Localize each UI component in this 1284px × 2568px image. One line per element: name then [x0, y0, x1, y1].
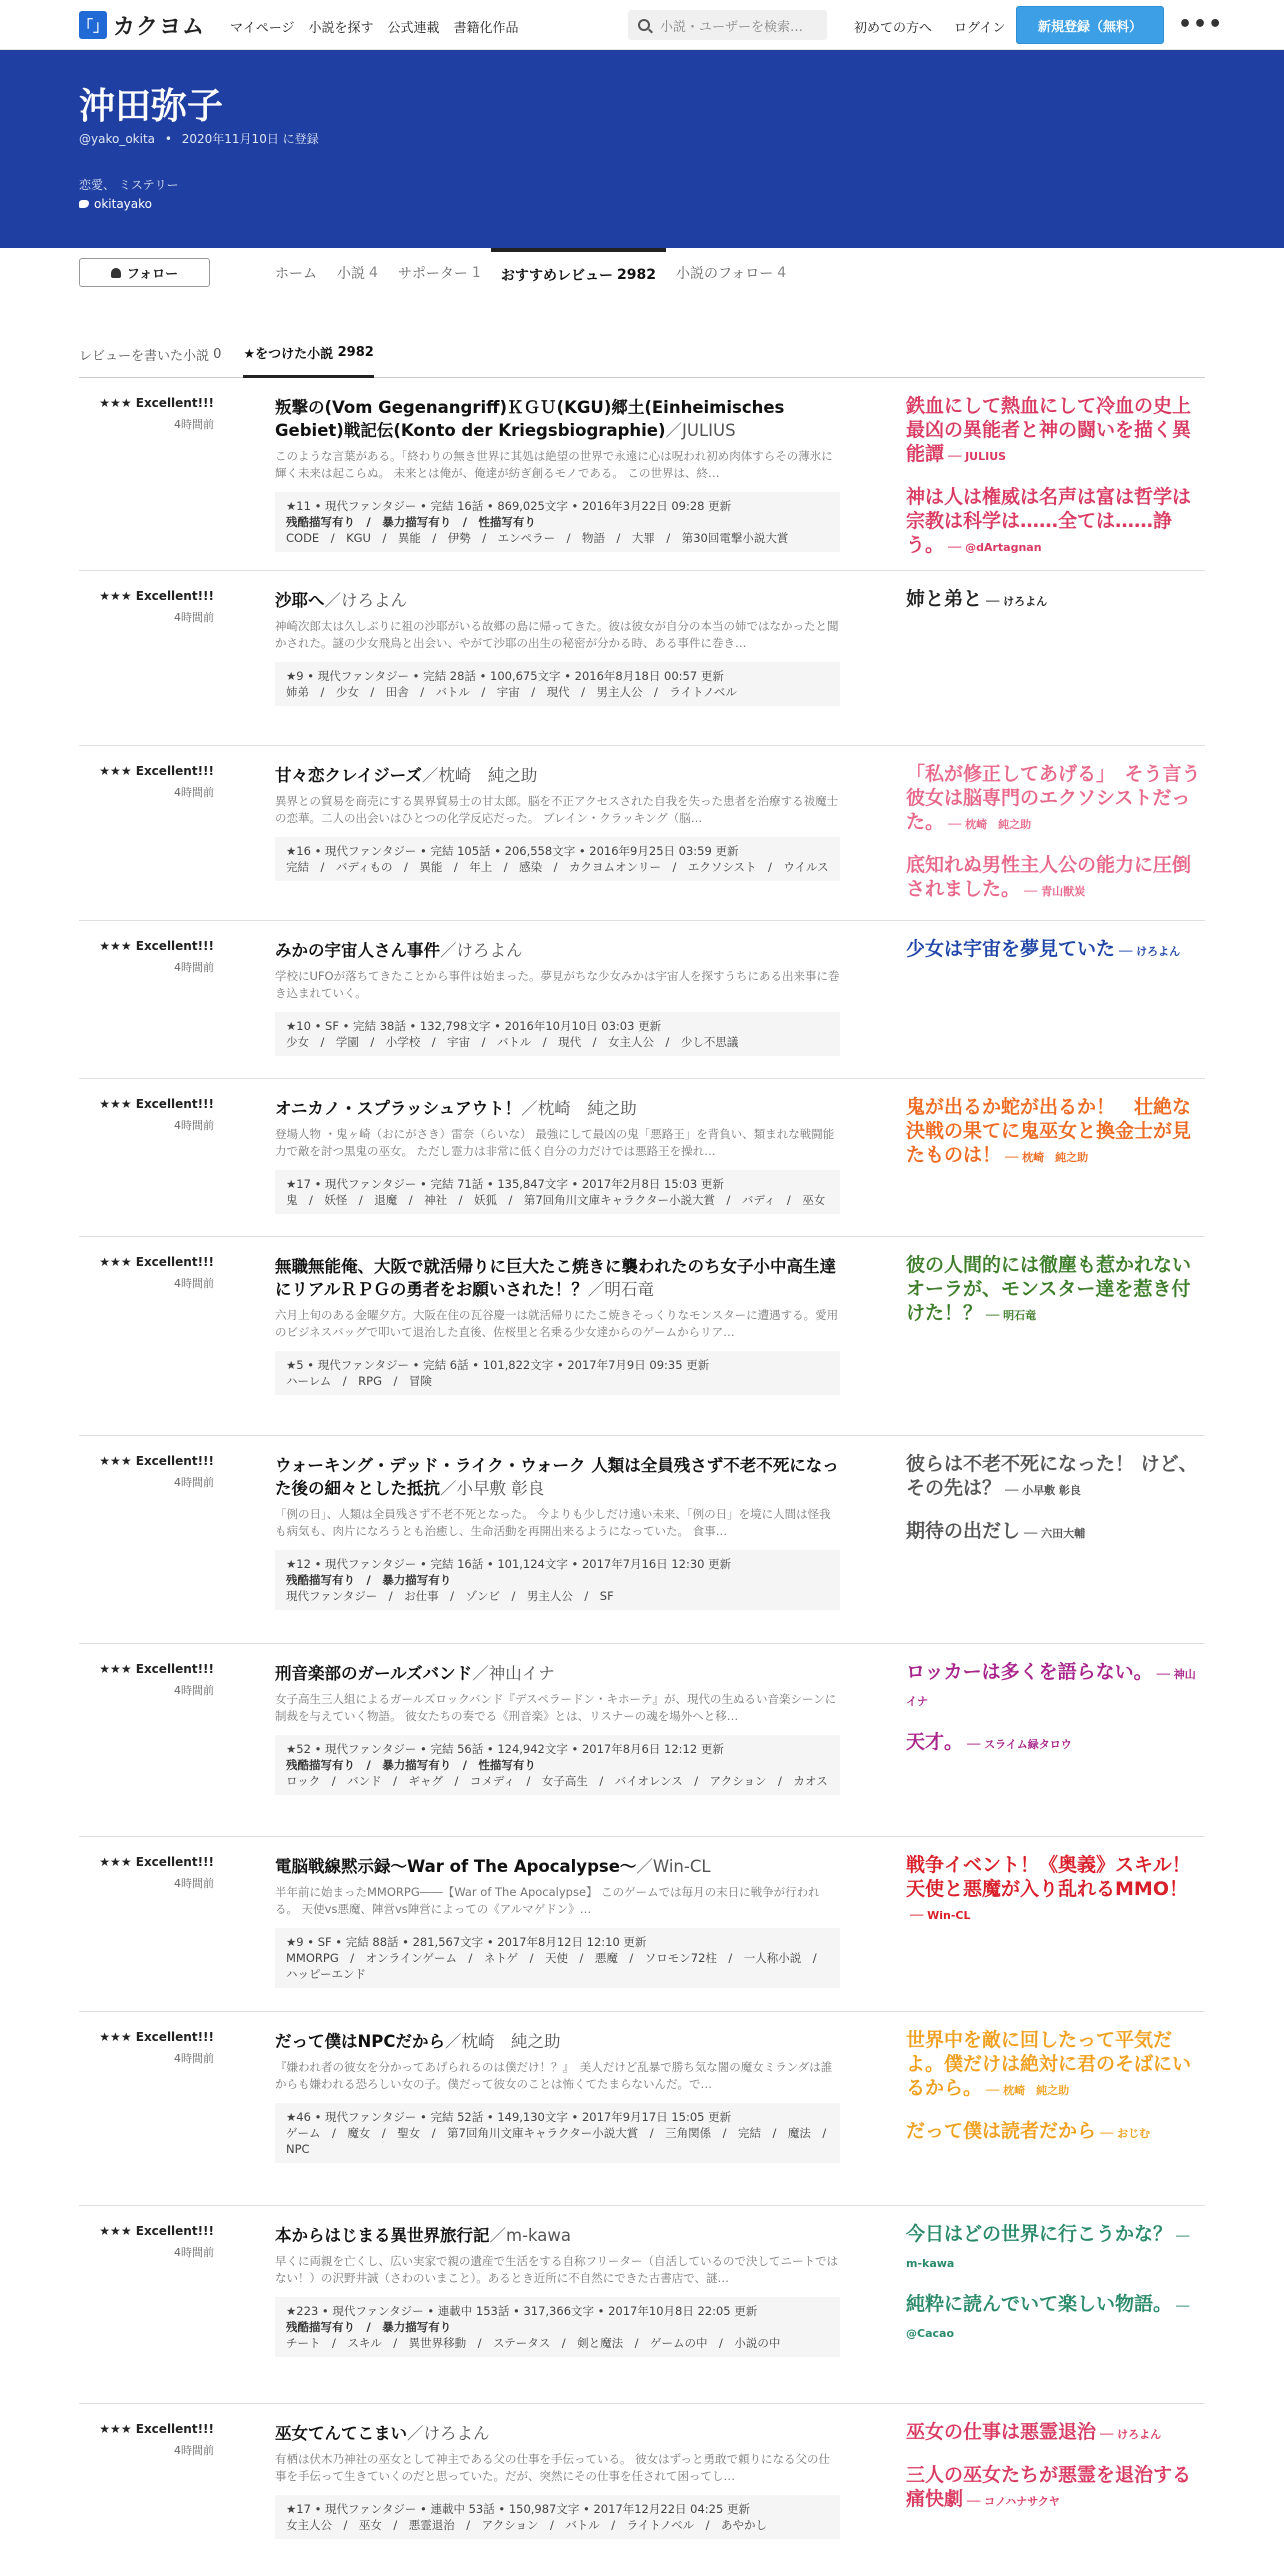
- tab-label: サポーター: [397, 266, 468, 282]
- profile-meta: [79, 130, 319, 147]
- catchphrase-text: 少女は宇宙を夢見ていた: [906, 938, 1116, 960]
- work-title-line: [275, 396, 840, 442]
- review-time: 4時間前: [174, 2246, 214, 2259]
- catchphrase-text: 「私が修正してあげる」 そう言う彼女は脳専門のエクソシストだった。: [906, 763, 1201, 833]
- work-stats: ★10 • SF • 完結 38話 • 132,798文字 • 2016年10月10日 03:03 更新: [286, 1019, 662, 1033]
- work-description: このような言葉がある。「終わりの無き世界に其処は絶望の世界で永遠に心は呪われ初め肉体すらその薄氷に輝く未来は起こらぬ。 未来とは俺が、俺達が紡ぎ創るモノである。 この世界は、終…: [275, 449, 833, 480]
- review-row: [79, 1237, 1205, 1436]
- review-row: [79, 571, 1205, 746]
- work-stats: ★52 • 現代ファンタジー • 完結 56話 • 124,942文字 • 2017年8月6日 12:12 更新: [286, 1742, 724, 1756]
- work-info: [275, 1550, 840, 1610]
- tab-home[interactable]: [275, 248, 327, 298]
- catchphrase-author-name: 青山獣炭: [1041, 885, 1086, 898]
- work-info: [275, 1928, 840, 1988]
- work-author[interactable]: ／枕崎 純之助: [445, 2032, 561, 2051]
- work-title-line: [275, 2422, 840, 2445]
- catchphrase-text: 巫女の仕事は悪霊退治: [906, 2421, 1097, 2443]
- catchphrase-text: 今日はどの世界に行こうかな？: [906, 2223, 1173, 2245]
- work-card: [275, 589, 840, 706]
- catchphrase-text: だって僕は読者だから: [906, 2120, 1097, 2142]
- catchphrase-author-name: 明石竜: [1003, 1309, 1037, 1322]
- work-tags[interactable]: CODE / KGU / 異能 / 伊勢 / エンペラー / 物語 / 大罪 / 第30回電撃小説大賞: [286, 531, 789, 545]
- work-title[interactable]: ウォーキング・デッド・ライク・ウォーク 人類は全員残さず不老不死になった後の細々とした抵抗: [275, 1456, 839, 1498]
- work-card: [275, 2030, 840, 2163]
- work-author[interactable]: ／JULIUS: [665, 421, 736, 440]
- tab-reviews[interactable]: [491, 248, 666, 298]
- work-info: [275, 2297, 840, 2357]
- catchphrases: [906, 394, 1205, 560]
- work-stats: ★223 • 現代ファンタジー • 連載中 153話 • 317,366文字 • 2017年10月8日 22:05 更新: [286, 2304, 758, 2318]
- work-tags[interactable]: 完結 / バディもの / 異能 / 年上 / 感染 / カクヨムオンリー / エクソシスト / ウイルス: [286, 860, 829, 874]
- subtab-count: 0: [213, 346, 222, 362]
- star-rating: ★★★ Excellent!!!: [99, 589, 214, 603]
- work-card: [275, 1662, 840, 1795]
- content-warnings: 残酷描写有り / 暴力描写有り / 性描写有り: [286, 1758, 536, 1772]
- review-row: [79, 2012, 1205, 2206]
- work-card: [275, 764, 840, 881]
- work-info: [275, 492, 840, 552]
- work-stats: ★46 • 現代ファンタジー • 完結 52話 • 149,130文字 • 2017年9月17日 15:05 更新: [286, 2110, 732, 2124]
- review-meta: [79, 1644, 214, 1698]
- review-time: 4時間前: [174, 1684, 214, 1697]
- review-meta: [79, 2206, 214, 2260]
- catchphrase-author: ── コノハナサクヤ: [967, 2495, 1060, 2508]
- review-meta: [79, 571, 214, 625]
- catchphrases: [906, 937, 1205, 964]
- review-meta: [79, 378, 214, 432]
- star-rating: ★★★ Excellent!!!: [99, 2422, 214, 2436]
- work-title[interactable]: みかの宇宙人さん事件: [275, 941, 440, 960]
- catchphrase-author-name: けろよん: [1003, 595, 1048, 608]
- catchphrase-text: 彼らは不老不死になった！ けど、その先は？: [906, 1453, 1198, 1499]
- catchphrase-text: 世界中を敵に回したって平気だよ。僕だけは絶対に君のそばにいるから。: [906, 2029, 1192, 2099]
- logo-text: カクヨム: [113, 14, 206, 40]
- work-title[interactable]: だって僕はNPCだから: [275, 2032, 446, 2051]
- tab-supporters[interactable]: [388, 248, 491, 298]
- review-row: [79, 1644, 1205, 1837]
- review-catchphrase[interactable]: [906, 2119, 1205, 2146]
- work-tags[interactable]: 姉弟 / 少女 / 田舎 / バトル / 宇宙 / 現代 / 男主人公 / ライトノベル: [286, 685, 737, 699]
- review-catchphrase[interactable]: [906, 1660, 1205, 1714]
- work-author[interactable]: ／神山イナ: [472, 1664, 555, 1683]
- catchphrase-author-name: けろよん: [1136, 945, 1181, 958]
- review-catchphrase[interactable]: [906, 853, 1205, 904]
- content-warnings: 残酷描写有り / 暴力描写有り: [286, 1573, 452, 1587]
- review-catchphrase[interactable]: [906, 2292, 1205, 2346]
- work-card: [275, 1097, 840, 1214]
- subtab-count: 2982: [337, 345, 374, 360]
- catchphrase-author: ── けろよん: [1119, 945, 1181, 958]
- catchphrase-author: ── 青山獣炭: [1024, 885, 1086, 898]
- catchphrase-author-name: 枕崎 純之助: [965, 818, 1032, 831]
- follow-button[interactable]: [79, 258, 210, 287]
- nav-official[interactable]: 公式連載: [387, 21, 440, 36]
- work-stats: ★11 • 現代ファンタジー • 完結 16話 • 869,025文字 • 2016年3月22日 09:28 更新: [286, 499, 732, 513]
- work-title-line: [275, 2030, 840, 2053]
- review-meta: [79, 1237, 214, 1291]
- tab-label: おすすめレビュー: [500, 268, 613, 284]
- twitter-handle: okitayako: [94, 197, 153, 211]
- tab-novels[interactable]: [327, 248, 388, 298]
- work-title[interactable]: 叛撃の(Vom Gegenangriff)ＫＧＵ(KGU)郷土(Einheimisches Gebiet)戦記伝(Konto der Kriegsbiographie): [275, 398, 785, 440]
- catchphrases: [906, 1660, 1205, 1757]
- review-list: [79, 378, 1205, 2568]
- catchphrase-author-name: 六田大輔: [1041, 1527, 1086, 1540]
- work-author[interactable]: ／明石竜: [587, 1280, 654, 1299]
- review-catchphrase[interactable]: [906, 2028, 1205, 2103]
- work-author[interactable]: ／けろよん: [324, 591, 407, 610]
- work-description: 神崎次郎太は久しぶりに祖の沙耶がいる故郷の島に帰ってきた。彼は彼女が自分の本当の姉ではなかったと聞かされた。謎の少女飛鳥と出会い、やがて沙耶の出生の秘密が分かる時、ある事件に巻き…: [275, 619, 839, 650]
- catchphrase-author: ── 六田大輔: [1024, 1527, 1086, 1540]
- work-title[interactable]: 無職無能俺、大阪で就活帰りに巨大たこ焼きに襲われたのち女子小中高生達にリアルＲＰＧの勇者をお願いされた！？: [275, 1257, 836, 1299]
- work-title-line: [275, 1855, 840, 1878]
- work-stats: ★12 • 現代ファンタジー • 完結 16話 • 101,124文字 • 2017年7月16日 12:30 更新: [286, 1557, 732, 1571]
- work-tags[interactable]: ハーレム / RPG / 冒険: [286, 1374, 432, 1388]
- work-description: 『嫌われ者の彼女を分かってあげられるのは僕だけ！？』 美人だけど乱暴で勝ち気な闇の魔女ミランダは誰からも嫌われる恐ろしい女の子。僕だって彼女のことは怖くてたまらないんだ。で…: [275, 2060, 833, 2091]
- content-warnings: 残酷描写有り / 暴力描写有り: [286, 2320, 452, 2334]
- twitter-icon: [79, 200, 89, 208]
- tab-count: 1: [471, 265, 481, 281]
- catchphrase-author: ── @Cacao: [906, 2300, 1190, 2340]
- review-catchphrase[interactable]: [906, 394, 1205, 469]
- separator-dot: •: [164, 132, 172, 146]
- work-card: [275, 1855, 840, 1988]
- logo-icon: 「」: [79, 11, 107, 39]
- work-title[interactable]: 刑音楽部のガールズバンド: [275, 1664, 473, 1683]
- add-user-icon: [111, 268, 121, 278]
- catchphrases: [906, 1253, 1205, 1328]
- review-meta: [79, 746, 214, 800]
- work-info: [275, 1735, 840, 1795]
- catchphrase-author: ── おじむ: [1100, 2127, 1151, 2140]
- work-title-line: [275, 2224, 840, 2247]
- review-time: 4時間前: [174, 611, 214, 624]
- catchphrase-author: ── けろよん: [986, 595, 1048, 608]
- work-tags[interactable]: ゲーム / 魔女 / 聖女 / 第7回角川文庫キャラクター小説大賞 / 三角関係 / 完結 / 魔法 / NPC: [286, 2126, 838, 2156]
- work-description: 学校にUFOが落ちてきたことから事件は始まった。夢見がちな少女みかは宇宙人を探すうちにある出来事に巻き込まれていく。: [275, 969, 840, 1000]
- subtab-starred[interactable]: [243, 330, 373, 378]
- review-row: [79, 378, 1205, 571]
- tab-label: 小説のフォロー: [675, 266, 774, 282]
- work-stats: ★17 • 現代ファンタジー • 完結 71話 • 135,847文字 • 2017年2月8日 15:03 更新: [286, 1177, 724, 1191]
- work-description: 早くに両親を亡くし、広い実家で親の遺産で生活をする自称フリーター（自活しているので決してニートではない！）の沢野井誠（さわのいまこと）。あるとき近所に不自然にできた古書店で、謎…: [275, 2254, 839, 2285]
- review-catchphrase[interactable]: [906, 1095, 1205, 1170]
- catchphrase-author-name: 神山イナ: [906, 1668, 1196, 1708]
- profile-name: 沖田弥子: [79, 86, 224, 127]
- work-info: [275, 2495, 840, 2539]
- review-meta: [79, 921, 214, 975]
- work-title[interactable]: 沙耶へ: [275, 591, 325, 610]
- review-row: [79, 921, 1205, 1079]
- content-warnings: 残酷描写有り / 暴力描写有り / 性描写有り: [286, 515, 536, 529]
- star-rating: ★★★ Excellent!!!: [99, 1454, 214, 1468]
- review-catchphrase[interactable]: [906, 1730, 1205, 1757]
- catchphrase-author-name: コノハナサクヤ: [984, 2495, 1060, 2508]
- star-rating: ★★★ Excellent!!!: [99, 2224, 214, 2238]
- work-info: [275, 1012, 840, 1056]
- review-catchphrase[interactable]: [906, 2420, 1205, 2447]
- review-meta: [79, 1837, 214, 1891]
- nav-books[interactable]: 書籍化作品: [453, 21, 519, 36]
- catchphrases: [906, 1853, 1205, 1928]
- catchphrase-text: 戦争イベント！《奥義》スキル！天使と悪魔が入り乱れるMMO！: [906, 1854, 1191, 1900]
- catchphrases: [906, 2028, 1205, 2146]
- work-author[interactable]: ／枕崎 純之助: [421, 766, 538, 785]
- catchphrase-author: ── m-kawa: [906, 2230, 1190, 2270]
- review-catchphrase[interactable]: [906, 1519, 1205, 1546]
- work-card: [275, 1255, 840, 1395]
- catchphrase-text: 神は人は権威は名声は富は哲学は宗教は科学は……全ては……諍う。: [906, 486, 1192, 556]
- star-rating: ★★★ Excellent!!!: [99, 1097, 214, 1111]
- work-info: [275, 837, 840, 881]
- work-title[interactable]: オニカノ・スプラッシュアウト！: [275, 1099, 522, 1118]
- catchphrase-author-name: @dArtagnan: [965, 541, 1042, 554]
- search-input[interactable]: [628, 10, 827, 40]
- work-card: [275, 1454, 840, 1610]
- catchphrase-author-name: 小早敷 彰良: [1022, 1484, 1081, 1497]
- login-link[interactable]: ログイン: [954, 21, 1006, 36]
- work-title[interactable]: 甘々恋クレイジーズ: [275, 766, 422, 785]
- catchphrase-author-name: JULIUS: [965, 450, 1007, 463]
- work-stats: ★5 • 現代ファンタジー • 完結 6話 • 101,822文字 • 2017年7月9日 09:35 更新: [286, 1358, 710, 1372]
- main-nav: [230, 17, 519, 36]
- work-description: 異界との貿易を商売にする異界貿易士の甘太郎。脳を不正アクセスされた自我を失った患者を治療する祓魔士の恋華。二人の出会いはひとつの化学反応だった。 ブレイン・クラッキング（脳…: [275, 794, 839, 825]
- work-description: 「例の日」、人類は全員残さず不老不死となった。 今よりも少しだけ遠い未来、「例の日」を境に人間は怪我も病気も、肉片になろうとも治癒し、生命活動を再開出来るようになっていた。 食事…: [275, 1507, 831, 1538]
- catchphrase-author: ── けろよん: [1100, 2428, 1162, 2441]
- work-description: 登場人物 ・鬼ヶ崎（おにがさき）雷奈（らいな） 最強にして最凶の鬼「悪路王」を背負い、類まれな戦闘能力で敵を討つ黒鬼の巫女。 ただし霊力は非常に低く自分の力だけでは悪路王を操れ…: [275, 1127, 835, 1158]
- review-catchphrase[interactable]: [906, 762, 1205, 837]
- work-description: 六月上旬のある金曜夕方。大阪在住の瓦谷慶一は就活帰りにたこ焼きそっくりなモンスターに遭遇する。愛用のビジネスバッグで叩いて退治した直後、佐桜里と名乗る少女達からのゲームからリア…: [275, 1308, 839, 1339]
- catchphrase-text: 三人の巫女たちが悪霊を退治する痛快劇: [906, 2464, 1192, 2510]
- catchphrase-author-name: おじむ: [1117, 2127, 1151, 2140]
- catchphrases: [906, 2222, 1205, 2346]
- catchphrase-author: ── 枕崎 純之助: [986, 2084, 1070, 2097]
- review-row: [79, 2404, 1205, 2568]
- catchphrases: [906, 762, 1205, 904]
- catchphrase-author: ── @dArtagnan: [948, 541, 1042, 554]
- review-time: 4時間前: [174, 1277, 214, 1290]
- header-links: [854, 17, 1005, 36]
- subtab-label: ★をつけた小説: [243, 347, 334, 362]
- work-stats: ★16 • 現代ファンタジー • 完結 105話 • 206,558文字 • 2016年9月25日 03:59 更新: [286, 844, 739, 858]
- catchphrase-author-name: 枕崎 純之助: [1022, 1151, 1089, 1164]
- review-time: 4時間前: [174, 2444, 214, 2457]
- review-catchphrase[interactable]: [906, 1452, 1205, 1503]
- catchphrase-text: 天才。: [906, 1731, 964, 1753]
- star-rating: ★★★ Excellent!!!: [99, 2030, 214, 2044]
- search-placeholder: 小説・ユーザーを検索…: [660, 19, 804, 35]
- catchphrase-author-name: m-kawa: [906, 2257, 955, 2270]
- work-author[interactable]: ／m-kawa: [489, 2226, 572, 2245]
- work-tags[interactable]: 少女 / 学園 / 小学校 / 宇宙 / バトル / 現代 / 女主人公 / 少し不思議: [286, 1035, 739, 1049]
- work-info: [275, 1351, 840, 1395]
- catchphrase-text: 純粋に読んでいて楽しい物語。: [906, 2293, 1173, 2315]
- catchphrases: [906, 2420, 1205, 2514]
- catchphrase-author: ── 小早敷 彰良: [1005, 1484, 1081, 1497]
- tab-count: 2982: [616, 267, 656, 283]
- review-catchphrase[interactable]: [906, 2222, 1205, 2276]
- signup-button[interactable]: 新規登録（無料）: [1016, 6, 1164, 44]
- work-title[interactable]: 電脳戦線黙示録～War of The Apocalypse～: [275, 1857, 637, 1876]
- catchphrases: [906, 1095, 1205, 1170]
- review-meta: [79, 2404, 214, 2458]
- catchphrase-author: ── 枕崎 純之助: [1005, 1151, 1089, 1164]
- catchphrase-author: ── JULIUS: [948, 450, 1007, 463]
- catchphrase-text: ロッカーは多くを語らない。: [906, 1661, 1153, 1683]
- review-catchphrase[interactable]: [906, 1253, 1205, 1328]
- catchphrases: [906, 1452, 1205, 1546]
- work-card: [275, 396, 840, 552]
- top-header: [0, 0, 1284, 50]
- review-row: [79, 746, 1205, 921]
- first-time-link[interactable]: 初めての方へ: [854, 21, 933, 36]
- catchphrase-author: ── 枕崎 純之助: [948, 818, 1032, 831]
- review-row: [79, 1436, 1205, 1644]
- nav-mypage[interactable]: マイページ: [230, 21, 295, 36]
- tab-label: 小説: [337, 266, 365, 282]
- catchphrase-text: 期待の出だし: [906, 1520, 1021, 1542]
- review-meta: [79, 2012, 214, 2066]
- work-tags[interactable]: 現代ファンタジー / お仕事 / ゾンビ / 男主人公 / SF: [286, 1589, 614, 1603]
- catchphrase-author: ── 明石竜: [986, 1309, 1037, 1322]
- more-menu-icon[interactable]: •••: [1178, 12, 1224, 37]
- catchphrase-text: 彼の人間的には徹塵も惹かれないオーラが、モンスター達を惹き付けた！？: [906, 1254, 1192, 1324]
- star-rating: ★★★ Excellent!!!: [99, 764, 214, 778]
- work-card: [275, 2422, 840, 2539]
- subtab-label: レビューを書いた小説: [79, 348, 210, 364]
- tab-count: 4: [369, 265, 378, 281]
- profile-tabs: [275, 248, 796, 298]
- work-tags[interactable]: MMORPG / オンラインゲーム / ネトゲ / 天使 / 悪魔 / ソロモン72柱 / 一人称小説 / ハッピーエンド: [286, 1951, 829, 1981]
- catchphrase-author-name: けろよん: [1117, 2428, 1162, 2441]
- catchphrase-author-name: 枕崎 純之助: [1003, 2084, 1070, 2097]
- work-author[interactable]: ／Win-CL: [636, 1857, 711, 1876]
- work-title[interactable]: 巫女てんてこまい: [275, 2424, 407, 2443]
- star-rating: ★★★ Excellent!!!: [99, 1662, 214, 1676]
- follow-label: フォロー: [126, 267, 179, 282]
- tab-count: 4: [777, 265, 787, 281]
- twitter-link[interactable]: [79, 197, 152, 211]
- work-title-line: [275, 589, 840, 612]
- profile-genres: 恋愛、 ミステリー: [79, 178, 179, 192]
- review-time: 4時間前: [174, 786, 214, 799]
- review-time: 4時間前: [174, 1119, 214, 1132]
- work-stats: ★9 • 現代ファンタジー • 完結 28話 • 100,675文字 • 2016年8月18日 00:57 更新: [286, 669, 724, 683]
- work-title-line: [275, 764, 840, 787]
- catchphrase-text: 底知れぬ男性主人公の能力に圧倒されました。: [906, 854, 1192, 900]
- catchphrase-author-name: Win-CL: [927, 1909, 971, 1922]
- review-time: 4時間前: [174, 418, 214, 431]
- review-time: 4時間前: [174, 2052, 214, 2065]
- work-card: [275, 2224, 840, 2357]
- profile-handle: @yako_okita: [79, 132, 156, 146]
- review-row: [79, 1079, 1205, 1237]
- catchphrase-author-name: スライム緑タロウ: [984, 1738, 1072, 1751]
- work-title[interactable]: 本からはじまる異世界旅行記: [275, 2226, 490, 2245]
- review-catchphrase[interactable]: [906, 2463, 1205, 2514]
- star-rating: ★★★ Excellent!!!: [99, 1255, 214, 1269]
- catchphrase-author: ── スライム緑タロウ: [967, 1738, 1072, 1751]
- work-author[interactable]: ／小早敷 彰良: [440, 1479, 545, 1498]
- work-author[interactable]: ／けろよん: [407, 2424, 490, 2443]
- work-title-line: [275, 1097, 840, 1120]
- work-author[interactable]: ／枕崎 純之助: [521, 1099, 637, 1118]
- site-logo[interactable]: [79, 11, 205, 39]
- catchphrases: [906, 587, 1205, 614]
- work-description: 有栖は伏木乃神社の巫女として神主である父の仕事を手伝っている。 彼女はずっと勇敢で頼りになる父の仕事を手伝って生きていくのだと思っていた。だが、突然にその仕事を任されて困ってし…: [275, 2452, 830, 2483]
- catchphrase-author: ── Win-CL: [910, 1909, 971, 1922]
- review-subtabs: [79, 330, 1205, 378]
- work-stats: ★9 • SF • 完結 88話 • 281,567文字 • 2017年8月12日 12:10 更新: [286, 1935, 647, 1949]
- catchphrase-text: 鉄血にして熱血にして冷血の史上最凶の異能者と神の闘いを描く異能譚: [906, 395, 1192, 465]
- review-catchphrase[interactable]: [906, 937, 1205, 964]
- work-info: [275, 662, 840, 706]
- review-catchphrase[interactable]: [906, 485, 1205, 560]
- tab-label: ホーム: [275, 266, 317, 282]
- star-rating: ★★★ Excellent!!!: [99, 939, 214, 953]
- review-catchphrase[interactable]: [906, 1853, 1205, 1928]
- subtab-written-reviews[interactable]: [79, 330, 221, 378]
- profile-banner: [0, 50, 1284, 248]
- work-title-line: [275, 939, 840, 962]
- review-time: 4時間前: [174, 961, 214, 974]
- work-card: [275, 939, 840, 1056]
- work-tags[interactable]: 女主人公 / 巫女 / 悪霊退治 / アクション / バトル / ライトノベル / あやかし: [286, 2518, 767, 2532]
- review-row: [79, 1837, 1205, 2012]
- review-meta: [79, 1436, 214, 1490]
- work-stats: ★17 • 現代ファンタジー • 連載中 53話 • 150,987文字 • 2017年12月22日 04:25 更新: [286, 2502, 750, 2516]
- work-info: [275, 2103, 840, 2163]
- work-description: 女子高生三人組によるガールズロックバンド『デスペラードン・キホーテ』が、現代の生ぬるい音楽シーンに制裁を与えていく物語。 彼女たちの奏でる《刑音楽》とは、リスナーの魂を場外へと移…: [275, 1692, 837, 1723]
- work-title-line: [275, 1454, 840, 1500]
- work-tags[interactable]: チート / スキル / 異世界移動 / ステータス / 剣と魔法 / ゲームの中 / 小説の中: [286, 2336, 781, 2350]
- work-info: [275, 1170, 840, 1214]
- work-title-line: [275, 1255, 840, 1301]
- catchphrase-author: ── 神山イナ: [906, 1668, 1196, 1708]
- profile-registered: 2020年11月10日 に登録: [181, 132, 319, 146]
- catchphrase-text: 鬼が出るか蛇が出るか！ 壮絶な決戦の果てに鬼巫女と換金士が見たものは！: [906, 1096, 1192, 1166]
- work-title-line: [275, 1662, 840, 1685]
- catchphrase-text: 姉と弟と: [906, 588, 983, 610]
- work-author[interactable]: ／けろよん: [440, 941, 523, 960]
- star-rating: ★★★ Excellent!!!: [99, 1855, 214, 1869]
- review-time: 4時間前: [174, 1877, 214, 1890]
- catchphrase-author-name: @Cacao: [906, 2327, 954, 2340]
- work-tags[interactable]: ロック / バンド / ギャグ / コメディ / 女子高生 / バイオレンス / アクション / カオス: [286, 1774, 828, 1788]
- star-rating: ★★★ Excellent!!!: [99, 396, 214, 410]
- work-tags[interactable]: 鬼 / 妖怪 / 退魔 / 神社 / 妖狐 / 第7回角川文庫キャラクター小説大賞 / バディ / 巫女: [286, 1193, 826, 1207]
- review-time: 4時間前: [174, 1476, 214, 1489]
- review-row: [79, 2206, 1205, 2404]
- nav-explore[interactable]: 小説を探す: [308, 21, 374, 36]
- search-icon: [638, 19, 650, 31]
- work-description: 半年前に始まったMMORPG――【War of The Apocalypse】 このゲームでは毎月の末日に戦争が行われる。 天使vs悪魔、陣営vs陣営によっての《アルマゲドン》…: [275, 1885, 820, 1916]
- tab-following[interactable]: [666, 248, 796, 298]
- review-meta: [79, 1079, 214, 1133]
- review-catchphrase[interactable]: [906, 587, 1205, 614]
